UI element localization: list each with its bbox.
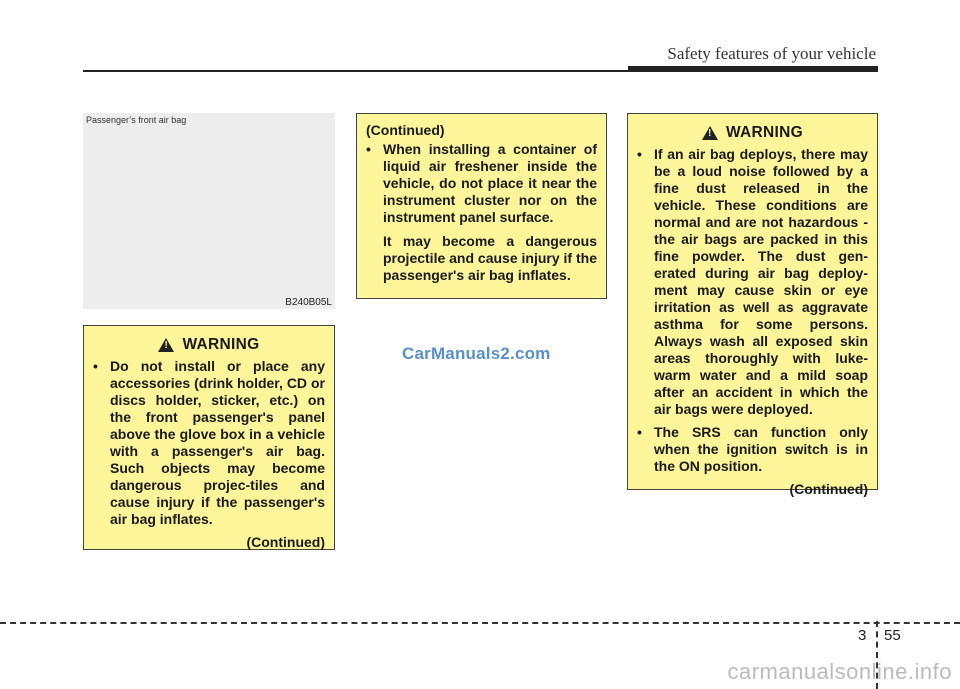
warning-bullet [637, 424, 868, 475]
footer-rule [0, 622, 960, 624]
warning-paragraph: It may become a dangerous projectile and cause injury if the passenger's air bag inflates. [383, 233, 597, 283]
continued-label: (Continued) [789, 481, 868, 497]
page-chapter: 3 [858, 627, 867, 644]
continued-label: (Continued) [366, 122, 445, 138]
warning-heading [637, 124, 868, 141]
warning-bullet [637, 146, 868, 418]
warning-bullet [93, 358, 325, 528]
bullet-dot-icon: • [637, 146, 642, 162]
bullet-dot-icon: • [366, 141, 371, 157]
warning-box-right [627, 113, 878, 497]
warning-box-left [83, 325, 335, 550]
warning-bullet-text: Do not install or place any accessories (drink holder, CD or discs holder, sticker, etc.) on the front passenger's panel above the glove box in a vehicle with a passenger's air bag. Such objects may become dangerous projec-tiles and cause injury if the passenger's air bag inflates. [110, 358, 325, 527]
section-title: Safety features of your vehicle [667, 44, 876, 63]
warning-heading-text: WARNING [725, 124, 803, 141]
site-watermark: carmanualsonline.info [727, 659, 952, 684]
warning-triangle-icon [158, 338, 174, 352]
page-number: 55 [884, 627, 901, 644]
warning-box-middle [356, 113, 607, 299]
figure-image [83, 113, 335, 309]
bullet-dot-icon: • [637, 424, 642, 440]
warning-bullet [366, 141, 597, 226]
warning-bullet-text: If an air bag deploys, there may be a loud noise followed by a fine dust released in the vehicle. These conditions are normal and are not hazardous - the air bags are packed in this fine powder. The dust gen-erated during air bag deploy-ment may cause skin or eye irritation as well as aggravate asthma for some persons. Always wash all exposed skin areas thoroughly with luke-warm water and a mild soap after an accident in which the air bags were deployed. [654, 146, 868, 417]
warning-bullet-text: The SRS can function only when the ignition switch is in the ON position. [654, 424, 868, 474]
continued-label: (Continued) [246, 534, 325, 550]
header-rule-accent [628, 66, 878, 71]
warning-triangle-icon [702, 126, 718, 140]
warning-bullet-text: When installing a container of liquid air freshener inside the vehicle, do not place it near the instrument cluster nor on the instrument panel surface. [383, 141, 597, 225]
figure-code: B240B05L [285, 297, 332, 308]
bullet-dot-icon: • [93, 358, 98, 374]
figure-caption: Passenger’s front air bag [86, 115, 187, 125]
warning-heading-text: WARNING [182, 336, 260, 353]
warning-heading [93, 336, 325, 353]
watermark-link[interactable]: CarManuals2.com [402, 344, 551, 363]
